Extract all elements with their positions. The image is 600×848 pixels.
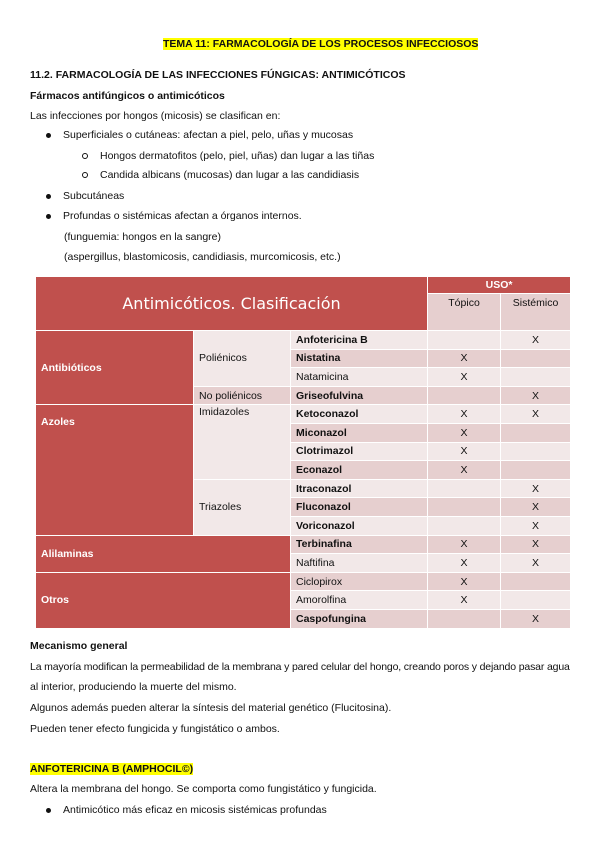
note: (funguemia: hongos en la sangre) [64,231,222,243]
drug-cell: Naftifina [291,554,428,573]
paragraph-line: al interior, produciendo la muerte del mismo. [30,681,237,693]
sistemico-cell: X [501,535,571,554]
sistemico-cell [501,572,571,591]
group-cell: Azoles [36,405,194,535]
drug-cell: Natamicina [291,368,428,387]
topico-cell: X [428,368,501,387]
subgroup-cell: Poliénicos [194,331,291,387]
circle-bullet-icon [82,153,88,159]
topico-cell: X [428,349,501,368]
anfo-heading-text: ANFOTERICINA B (AMPHOCIL©) [30,763,194,775]
bullet-text: Antimicótico más eficaz en micosis sistémicas profundas [63,804,327,816]
subgroup-cell: Triazoles [194,479,291,535]
paragraph-line: Altera la membrana del hongo. Se comporta como fungistático y fungicida. [30,783,377,795]
bullet-text: Candida albicans (mucosas) dan lugar a las candidiasis [100,169,360,181]
sistemico-cell [501,442,571,461]
bullet-item [46,128,353,142]
drug-cell: Ketoconazol [291,405,428,424]
sub-bullet-item [82,168,359,182]
sistemico-cell [501,461,571,480]
sistemico-cell: X [501,554,571,573]
bullet-text: Hongos dermatofitos (pelo, piel, uñas) dan lugar a las tiñas [100,150,375,162]
sub-bullet-item [82,149,374,163]
sistemico-header: Sistémico [501,294,571,331]
bullet-icon [46,194,51,199]
topico-cell: X [428,405,501,424]
drug-cell: Voriconazol [291,516,428,535]
topico-cell: X [428,572,501,591]
bullet-icon [46,214,51,219]
section-heading: 11.2. FARMACOLOGÍA DE LAS INFECCIONES FÚNGICAS: ANTIMICÓTICOS [30,69,406,81]
table-row [36,331,571,350]
subgroup-cell: Imidazoles [194,405,291,479]
paragraph-line: Algunos además pueden alterar la síntesis del material genético (Flucitosina). [30,702,392,714]
drug-cell: Itraconazol [291,479,428,498]
drug-cell: Terbinafina [291,535,428,554]
topico-cell: X [428,442,501,461]
drug-cell: Miconazol [291,423,428,442]
sistemico-cell: X [501,516,571,535]
topico-cell [428,331,501,350]
sistemico-cell: X [501,609,571,628]
intro: Las infecciones por hongos (micosis) se clasifican en: [30,110,281,122]
circle-bullet-icon [82,172,88,178]
topico-cell [428,609,501,628]
drug-cell: Amorolfina [291,591,428,610]
subheading: Fármacos antifúngicos o antimicóticos [30,90,225,102]
drug-cell: Fluconazol [291,498,428,517]
bullet-text: Superficiales o cutáneas: afectan a piel, pelo, uñas y mucosas [63,129,354,141]
subgroup-cell: No poliénicos [194,386,291,405]
drug-cell: Anfotericina B [291,331,428,350]
bullet-item [46,803,327,817]
bullet-text: Profundas o sistémicas afectan a órganos internos. [63,210,302,222]
bullet-icon [46,133,51,138]
topico-cell [428,498,501,517]
topico-cell: X [428,554,501,573]
group-cell: Alilaminas [36,535,291,572]
antimicoticos-table [35,276,571,629]
topico-header: Tópico [428,294,501,331]
paragraph-line: La mayoría modifican la permeabilidad de la membrana y pared celular del hongo, creando poros y dejando pasar agua [30,661,570,673]
drug-cell: Clotrimazol [291,442,428,461]
sistemico-cell [501,368,571,387]
sistemico-cell: X [501,498,571,517]
topico-cell: X [428,535,501,554]
sistemico-cell [501,349,571,368]
topico-cell [428,479,501,498]
table-row [36,535,571,554]
sistemico-cell: X [501,386,571,405]
uso-header: USO* [428,277,571,294]
group-cell: Antibióticos [36,331,194,405]
topico-cell [428,386,501,405]
title [163,37,478,51]
drug-cell: Econazol [291,461,428,480]
table-title: Antimicóticos. Clasificación [36,277,428,331]
sistemico-cell [501,423,571,442]
note: (aspergillus, blastomicosis, candidiasis, murcomicosis, etc.) [64,251,341,263]
topico-cell: X [428,423,501,442]
sistemico-cell: X [501,405,571,424]
drug-cell: Caspofungina [291,609,428,628]
sistemico-cell: X [501,331,571,350]
bullet-text: Subcutáneas [63,190,125,202]
drug-cell: Ciclopirox [291,572,428,591]
sistemico-cell [501,591,571,610]
table-row [36,405,571,424]
group-cell: Otros [36,572,291,628]
sistemico-cell: X [501,479,571,498]
bullet-icon [46,808,51,813]
table-row [36,572,571,591]
paragraph-line: Pueden tener efecto fungicida y fungistático o ambos. [30,723,280,735]
topico-cell [428,516,501,535]
drug-cell: Nistatina [291,349,428,368]
topico-cell: X [428,591,501,610]
anfo-heading [30,762,193,776]
title-text: TEMA 11: FARMACOLOGÍA DE LOS PROCESOS INFECCIOSOS [163,38,479,50]
topico-cell: X [428,461,501,480]
mecanismo-heading: Mecanismo general [30,640,128,652]
drug-cell: Griseofulvina [291,386,428,405]
bullet-item [46,209,302,223]
bullet-item [46,189,124,203]
